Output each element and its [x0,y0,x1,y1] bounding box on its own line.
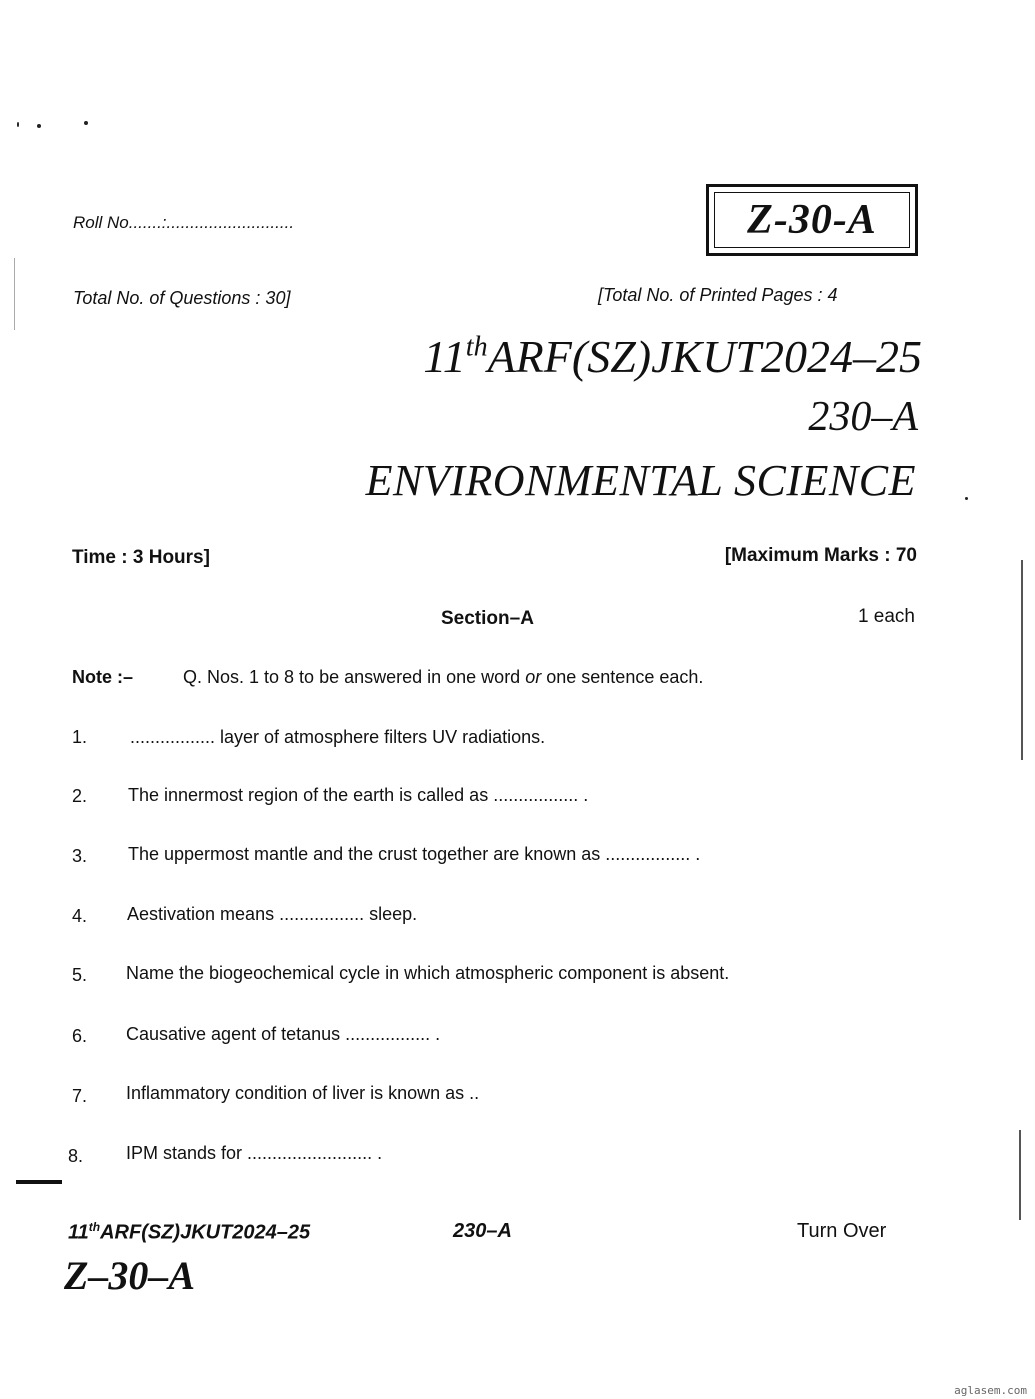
note-text [183,667,703,688]
exam-code-prefix: 11 [423,331,466,382]
paper-code-box [706,184,918,256]
total-questions: Total No. of Questions : 30] [73,288,291,308]
scan-speck [37,124,41,128]
question-number: 5. [72,965,88,985]
section-title: Section–A [441,608,534,629]
question-text: Causative agent of tetanus ................. . [126,1024,441,1044]
question-number: 3. [72,846,88,866]
question-number: 6. [72,1026,88,1046]
question-text: Name the biogeochemical cycle in which atmospheric component is absent. [126,963,730,983]
question-number: 1. [72,727,88,747]
scan-edge-line [1019,1130,1021,1220]
watermark: aglasem.com [954,1384,1027,1397]
paper-code-box-text: Z-30-A [747,197,877,243]
note-text-or: or [525,667,542,687]
total-printed-pages: [Total No. of Printed Pages : 4 [598,285,838,305]
question-text: IPM stands for ......................... . [126,1143,383,1163]
footer-paper-number: 230–A [453,1220,512,1242]
subject-title: ENVIRONMENTAL SCIENCE [365,456,916,505]
note-label: Note :– [72,667,134,687]
exam-code-rest: ARF(SZ)JKUT2024–25 [487,331,922,382]
footer-paper-code: Z–30–A [64,1253,196,1298]
question-number: 7. [72,1086,88,1106]
question-text: Inflammatory condition of liver is known as .. [126,1083,480,1103]
footer-exam-code [68,1220,310,1245]
footer-code-superscript: th [88,1220,101,1234]
note-text-part-2: one sentence each. [546,667,704,687]
question-number: 4. [72,906,88,926]
note-text-part-1: Q. Nos. 1 to 8 to be answered in one word [183,667,521,687]
roll-number-field: Roll No.......:........................... [73,213,295,232]
scan-speck [965,497,968,500]
question-number: 8. [68,1146,84,1166]
footer-code-rest: ARF(SZ)JKUT2024–25 [100,1221,311,1244]
paper-number: 230–A [808,394,918,440]
section-marks: 1 each [857,606,915,627]
scan-edge-line [14,258,15,330]
exam-code [423,330,922,383]
scan-edge-mark [16,1180,62,1184]
scan-speck [84,121,88,125]
question-text: The innermost region of the earth is called as ................. . [128,785,589,805]
scan-edge-line [1021,560,1023,760]
scan-speck [17,122,19,127]
question-text: Aestivation means ................. sleep. [127,904,418,924]
question-text: The uppermost mantle and the crust together are known as ................. . [128,844,701,864]
question-number: 2. [72,786,88,806]
question-text: ................. layer of atmosphere filters UV radiations. [130,727,546,747]
turn-over-label: Turn Over [797,1220,887,1242]
maximum-marks: [Maximum Marks : 70 [724,545,917,566]
exam-time: Time : 3 Hours] [72,547,210,568]
footer-code-prefix: 11 [68,1221,89,1244]
exam-code-superscript: th [465,331,488,363]
